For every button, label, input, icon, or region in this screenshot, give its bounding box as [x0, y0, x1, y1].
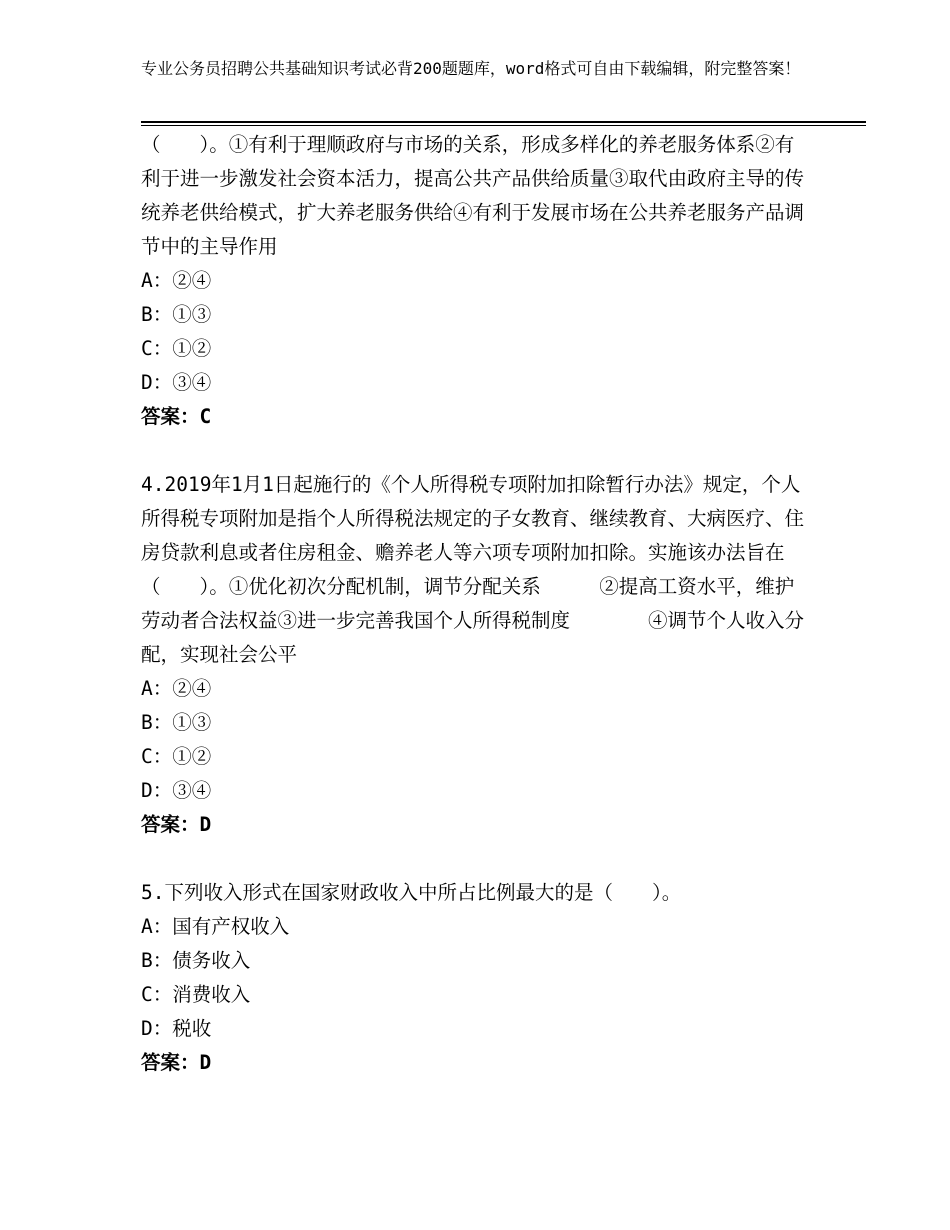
- question-spacer: [141, 434, 811, 468]
- question-block: [141, 876, 811, 1080]
- page-header: 专业公务员招聘公共基础知识考试必背200题题库，word格式可自由下载编辑，附完整答案！: [141, 59, 801, 78]
- question-block: [141, 468, 811, 842]
- answer-line: 答案：D: [141, 813, 212, 836]
- option-b: B：债务收入: [141, 949, 251, 972]
- option-c: C：①②: [141, 745, 212, 768]
- question-stem: 5.下列收入形式在国家财政收入中所占比例最大的是（ ）。: [141, 881, 682, 904]
- option-a: A：②④: [141, 269, 212, 292]
- question-block: [141, 128, 811, 434]
- option-c: C：消费收入: [141, 983, 251, 1006]
- answer-line: 答案：C: [141, 405, 212, 428]
- question-stem: （ ）。①有利于理顺政府与市场的关系，形成多样化的养老服务体系②有利于进一步激发社会资本活力，提高公共产品供给质量③取代由政府主导的传统养老供给模式，扩大养老服务供给④有利于发展市场在公共养老服务产品调节中的主导作用: [141, 133, 805, 258]
- answer-line: 答案：D: [141, 1051, 212, 1074]
- option-d: D：③④: [141, 371, 212, 394]
- question-spacer: [141, 842, 811, 876]
- option-d: D：③④: [141, 779, 212, 802]
- option-b: B：①③: [141, 711, 212, 734]
- option-b: B：①③: [141, 303, 212, 326]
- document-body: [141, 128, 811, 1080]
- option-c: C：①②: [141, 337, 212, 360]
- header-rule-thick: [141, 121, 866, 123]
- option-a: A：②④: [141, 677, 212, 700]
- option-a: A：国有产权收入: [141, 915, 290, 938]
- header-rule-thin: [141, 125, 866, 126]
- option-d: D：税收: [141, 1017, 212, 1040]
- question-stem: 4.2019年1月1日起施行的《个人所得税专项附加扣除暂行办法》规定，个人所得税专项附加是指个人所得税法规定的子女教育、继续教育、大病医疗、住房贷款利息或者住房租金、赡养老人等六项专项附加扣除。实施该办法旨在（ ）。①优化初次分配机制，调节分配关系 ②提高工资水平，维护劳动者合法权益③进一步完善我国个人所得税制度 ④调节个人收入分配，实现社会公平: [141, 473, 805, 666]
